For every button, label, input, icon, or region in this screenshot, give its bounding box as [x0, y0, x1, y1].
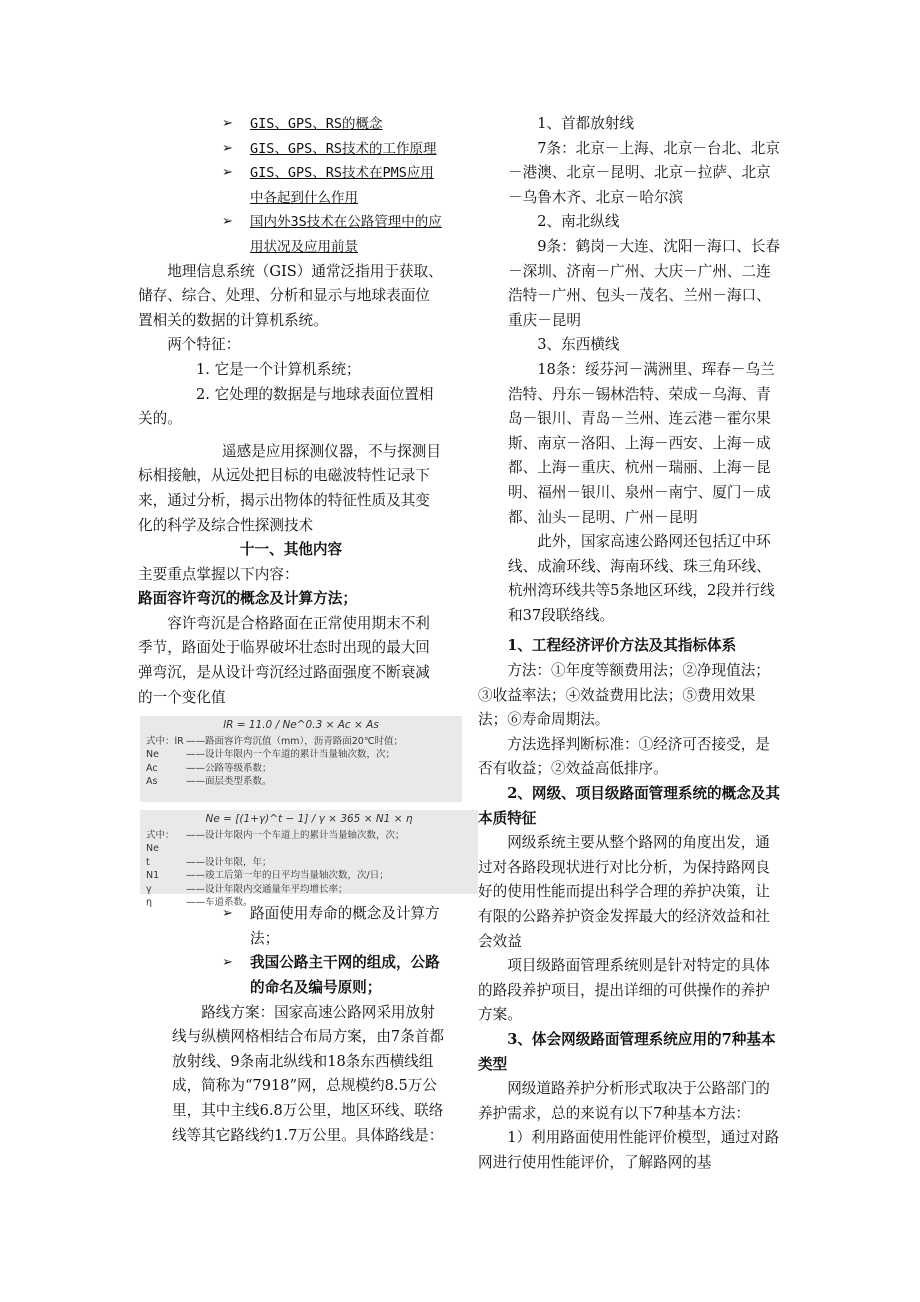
route-plan: 路线方案：国家高速公路网采用放射线与纵横网格相结合布局方案，由7条首都放射线、9条南北纵线和18条东西横线组成，简称为“7918”网，总规模约8.5万公里，其中主线6.8万公里，地区环线、联络线等其它路线约1.7万公里。具体路线是： — [172, 1003, 444, 1144]
list-item — [138, 210, 444, 259]
project-level-text: 项目级路面管理系统则是针对特定的具体的路段养护项目，提出详细的可供操作的养护方案。 — [478, 957, 770, 1024]
main-points: 主要重点掌握以下内容： — [138, 565, 299, 583]
list-item — [138, 161, 444, 210]
bullet-text: 我国公路主干网的组成，公路的命名及编号原则； — [250, 954, 440, 997]
formula-line: Ac ——公路等级系数； — [146, 762, 272, 774]
methods-text: 方法：①年度等额费用法；②净现值法；③收益率法；④效益费用比法；⑤费用效果法；⑥寿命周期法。 — [478, 662, 770, 729]
right-column — [478, 112, 784, 1176]
radial-lines-text: 7条：北京－上海、北京－台北、北京－港澳、北京－昆明、北京－拉萨、北京－乌鲁木齐、北京－哈尔滨 — [508, 139, 780, 206]
deflection-title: 路面容许弯沉的概念及计算方法； — [138, 590, 357, 608]
feature-2: 2. 它处理的数据是与地球表面位置相关的。 — [138, 385, 434, 428]
formula-line: 式中：Ne ——设计年限内一个车道上的累计当量轴次数，次； — [146, 829, 405, 855]
arrow-bullet-icon: ➢ — [222, 214, 233, 230]
list-item — [138, 112, 444, 137]
arrow-bullet-icon: ➢ — [222, 955, 233, 971]
section-title: 十一、其他内容 — [239, 541, 343, 559]
bullet-text: GIS、GPS、RS技术的工作原理 — [250, 140, 437, 157]
title-seven-types: 3、体会网级路面管理系统应用的7种基本类型 — [478, 1030, 776, 1073]
formula-line: As ——面层类型系数。 — [146, 776, 272, 788]
rs-definition: 遥感是应用探测仪器，不与探测目标相接触，从远处把目标的电磁波特性记录下来，通过分析，揭示出物体的特征性质及其变化的科学及综合性探测技术 — [138, 442, 441, 534]
formula-line: t ——设计年限，年； — [146, 856, 272, 868]
ring-lines-text: 此外，国家高速公路网还包括辽中环线、成渝环线、海南环线、珠三角环线、杭州湾环线共等5条地区环线，2段并行线和37段联络线。 — [508, 533, 775, 624]
type-1-text: 1）利用路面使用性能评价模型，通过对路网进行使用性能评价，了解路网的基 — [478, 1129, 780, 1171]
north-south-text: 9条：鹤岗－大连、沈阳－海口、长春－深圳、济南－广州、大庆－广州、二连浩特－广州、包头－茂名、兰州－海口、重庆－昆明 — [508, 237, 780, 329]
arrow-bullet-icon: ➢ — [222, 165, 233, 181]
title-pms-levels: 2、网级、项目级路面管理系统的概念及其本质特征 — [478, 785, 781, 827]
heading-radial-lines: 1、首都放射线 — [537, 115, 635, 132]
two-features-label: 两个特征： — [167, 336, 241, 354]
list-item — [138, 951, 444, 1000]
formula-equation: Ne = [(1+γ)^t − 1] / γ × 365 × N1 × η — [205, 813, 413, 826]
arrow-bullet-icon: ➢ — [222, 906, 233, 922]
formula-line: Ne ——设计年限内一个车道的累计当量轴次数，次； — [146, 749, 396, 761]
bullet-text: GIS、GPS、RS的概念 — [250, 116, 383, 132]
bullet-text: 路面使用寿命的概念及计算方法； — [250, 905, 440, 947]
deflection-definition: 容许弯沉是合格路面在正常使用期末不利季节，路面处于临界破坏壮态时出现的最大回弹弯沉，是从设计弯沉经过路面强度不断衰减的一个变化值 — [138, 614, 430, 706]
gis-definition: 地理信息系统（GIS）通常泛指用于获取、储存、综合、处理、分析和显示与地球表面位置相关的数据的计算机系统。 — [138, 262, 443, 329]
formula-image-allowable-deflection — [140, 716, 462, 802]
east-west-text: 18条：绥芬河－满洲里、珲春－乌兰浩特、丹东－锡林浩特、荣成－乌海、青岛－银川、青岛－兰州、连云港－霍尔果斯、南京－洛阳、上海－西安、上海－成都、上海－重庆、杭州－瑞丽、上海－昆明、福州－银川、泉州－南宁、厦门－成都、汕头－昆明、广州－昆明 — [508, 360, 775, 526]
feature-1: 1. 它是一个计算机系统； — [196, 360, 361, 378]
arrow-bullet-icon: ➢ — [222, 116, 233, 131]
formula-line: 式中：lR ——路面容许弯沉值（mm），沥青路面20℃时值； — [146, 735, 404, 747]
network-level-text: 网级系统主要从整个路网的角度出发，通过对各路段现状进行对比分析，为保持路网良好的使用性能而提出科学合理的养护决策，让有限的公路养护资金发挥最大的经济效益和社会效益 — [478, 834, 770, 950]
formula-image-cumulative-axles — [140, 810, 478, 909]
seven-types-intro: 网级道路养护分析形式取决于公路部门的养护需求，总的来说有以下7种基本方法： — [478, 1080, 770, 1122]
arrow-bullet-icon: ➢ — [222, 140, 233, 156]
left-column — [138, 112, 444, 1148]
formula-equation: lR = 11.0 / Ne^0.3 × Ac × As — [223, 719, 379, 732]
formula-line: η ——车道系数。 — [146, 897, 253, 909]
formula-line: N1 ——竣工后第一年的日平均当量轴次数，次/日； — [146, 870, 389, 882]
title-economic-evaluation: 1、工程经济评价方法及其指标体系 — [507, 637, 737, 655]
bullet-text: GIS、GPS、RS技术在PMS应用中各起到什么作用 — [250, 165, 434, 206]
criteria-text: 方法选择判断标准：①经济可否接受，是否有收益；②效益高低排序。 — [478, 735, 770, 778]
heading-north-south: 2、南北纵线 — [537, 213, 620, 231]
list-item — [138, 137, 444, 162]
formula-line: γ ——设计年限内交通量年平均增长率； — [146, 883, 348, 895]
heading-east-west: 3、东西横线 — [537, 336, 620, 354]
bullet-text: 国内外3S技术在公路管理中的应用状况及应用前景 — [250, 214, 442, 255]
